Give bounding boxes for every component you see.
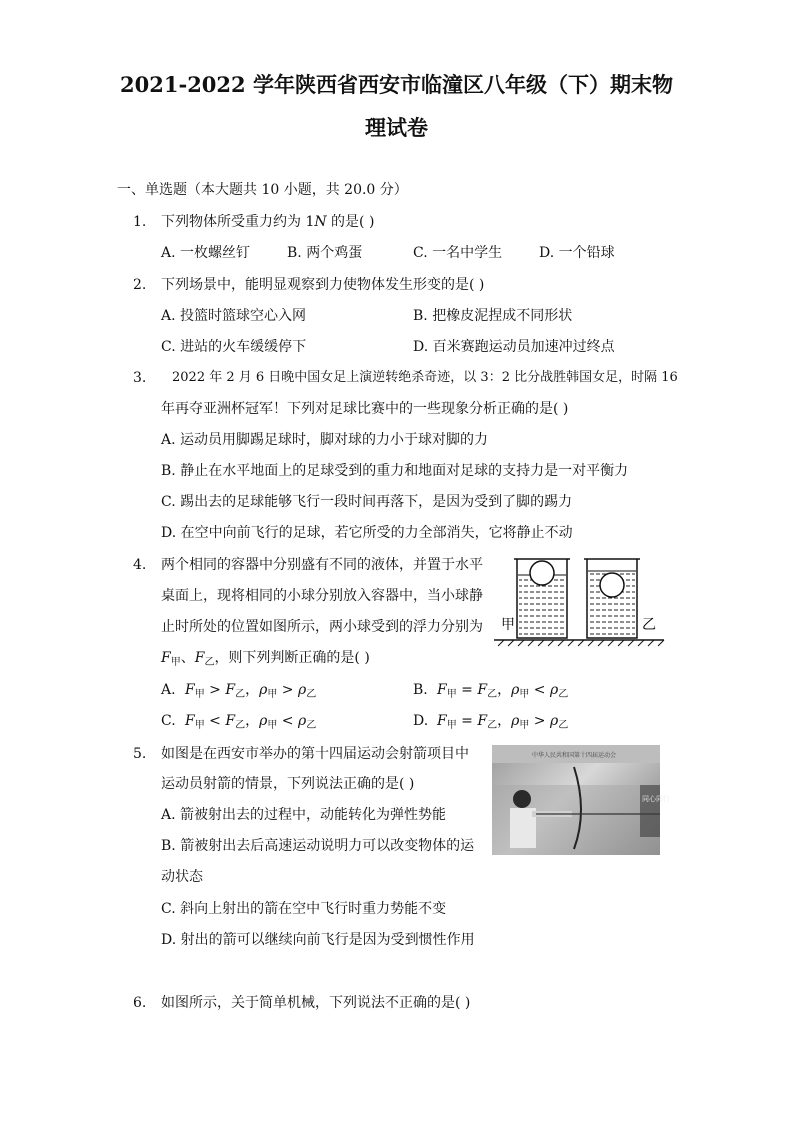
archer-image: [492, 745, 670, 855]
label-jia: 甲: [501, 617, 515, 633]
q3-option-c[interactable]: C. 踢出去的足球能够飞行一段时间再落下，是因为受到了脚的踢力: [161, 494, 573, 510]
q4-option-b[interactable]: B. $F_甲 = F_乙$，$\rho_甲 < \rho_乙$: [413, 682, 569, 700]
ball-yi: [600, 573, 624, 597]
section-heading: 一、单选题（本大题共 10 小题，共 20.0 分）: [117, 182, 408, 198]
archery-photo: [492, 745, 670, 855]
photo-side-text: 同心同行: [642, 795, 670, 803]
q5-option-a[interactable]: A. 箭被射出去的过程中，动能转化为弹性势能: [161, 807, 447, 823]
q1-option-a[interactable]: A. 一枚螺丝钉: [161, 245, 251, 261]
page-title-line1: 2021-2022 学年陕西省西安市临潼区八年级（下）期末物: [120, 72, 673, 97]
page-title-line2: 理试卷: [365, 115, 428, 140]
q5-option-d[interactable]: D. 射出的箭可以继续向前飞行是因为受到惯性作用: [161, 932, 475, 948]
q3-stem-line2: 年再夺亚洲杯冠军！下列对足球比赛中的一些现象分析正确的是( ): [161, 401, 569, 417]
q5-stem-line2: 运动员射箭的情景，下列说法正确的是( ): [161, 776, 415, 792]
ball-jia: [530, 561, 554, 585]
q2-option-c[interactable]: C. 进站的火车缓缓停下: [161, 339, 307, 355]
q2-number: 2.: [133, 277, 147, 293]
q1-number: 1.: [133, 214, 147, 230]
q2-stem: 下列场景中，能明显观察到力使物体发生形变的是( ): [161, 277, 485, 293]
q1-option-b[interactable]: B. 两个鸡蛋: [287, 245, 363, 261]
q1-option-c[interactable]: C. 一名中学生: [413, 245, 503, 261]
q4-stem-line1: 两个相同的容器中分别盛有不同的液体，并置于水平: [161, 557, 483, 573]
q3-option-a[interactable]: A. 运动员用脚踢足球时，脚对球的力小于球对脚的力: [161, 432, 489, 448]
q3-option-b[interactable]: B. 静止在水平地面上的足球受到的重力和地面对足球的支持力是一对平衡力: [161, 463, 629, 479]
q3-stem-line1: 2022 年 2 月 6 日晚中国女足上演逆转绝杀奇迹，以 3：2 比分战胜韩国女足，时隔 16: [172, 370, 678, 385]
q2-option-b[interactable]: B. 把橡皮泥捏成不同形状: [413, 308, 573, 324]
q2-option-a[interactable]: A. 投篮时篮球空心入网: [161, 308, 307, 324]
q4-figure: [494, 553, 664, 652]
q5-option-b-cont: 动状态: [161, 869, 203, 885]
photo-banner-text: 中华人民共和国第十四届运动会: [532, 752, 617, 759]
label-yi: 乙: [642, 617, 656, 633]
containers-diagram: [494, 553, 664, 648]
archer-head: [513, 790, 531, 808]
q4-stem-line2: 桌面上，现将相同的小球分别放入容器中，当小球静: [161, 588, 483, 604]
q4-stem-line4: $F_甲$、$F_乙$，则下列判断正确的是( ): [161, 650, 370, 668]
q5-option-b[interactable]: B. 箭被射出去后高速运动说明力可以改变物体的运: [161, 838, 475, 854]
q1-stem: 下列物体所受重力约为 1N 的是( ): [161, 214, 375, 230]
q2-option-d[interactable]: D. 百米赛跑运动员加速冲过终点: [413, 339, 615, 355]
q3-number: 3.: [133, 370, 147, 386]
q5-stem-line1: 如图是在西安市举办的第十四届运动会射箭项目中: [161, 746, 469, 762]
q4-option-d[interactable]: D. $F_甲 = F_乙$，$\rho_甲 > \rho_乙$: [413, 713, 569, 731]
q6-stem: 如图所示，关于简单机械，下列说法不正确的是( ): [161, 995, 471, 1011]
q4-stem-line3: 止时所处的位置如图所示，两小球受到的浮力分别为: [161, 619, 483, 635]
q5-option-c[interactable]: C. 斜向上射出的箭在空中飞行时重力势能不变: [161, 901, 447, 917]
q3-option-d[interactable]: D. 在空中向前飞行的足球，若它所受的力全部消失，它将静止不动: [161, 525, 573, 541]
q4-option-c[interactable]: C. $F_甲 < F_乙$，$\rho_甲 < \rho_乙$: [161, 713, 317, 731]
q4-number: 4.: [133, 557, 147, 573]
q5-number: 5.: [133, 746, 147, 762]
q4-option-a[interactable]: A. $F_甲 > F_乙$，$\rho_甲 > \rho_乙$: [161, 682, 317, 700]
q1-option-d[interactable]: D. 一个铅球: [539, 245, 615, 261]
q6-number: 6.: [133, 995, 147, 1011]
